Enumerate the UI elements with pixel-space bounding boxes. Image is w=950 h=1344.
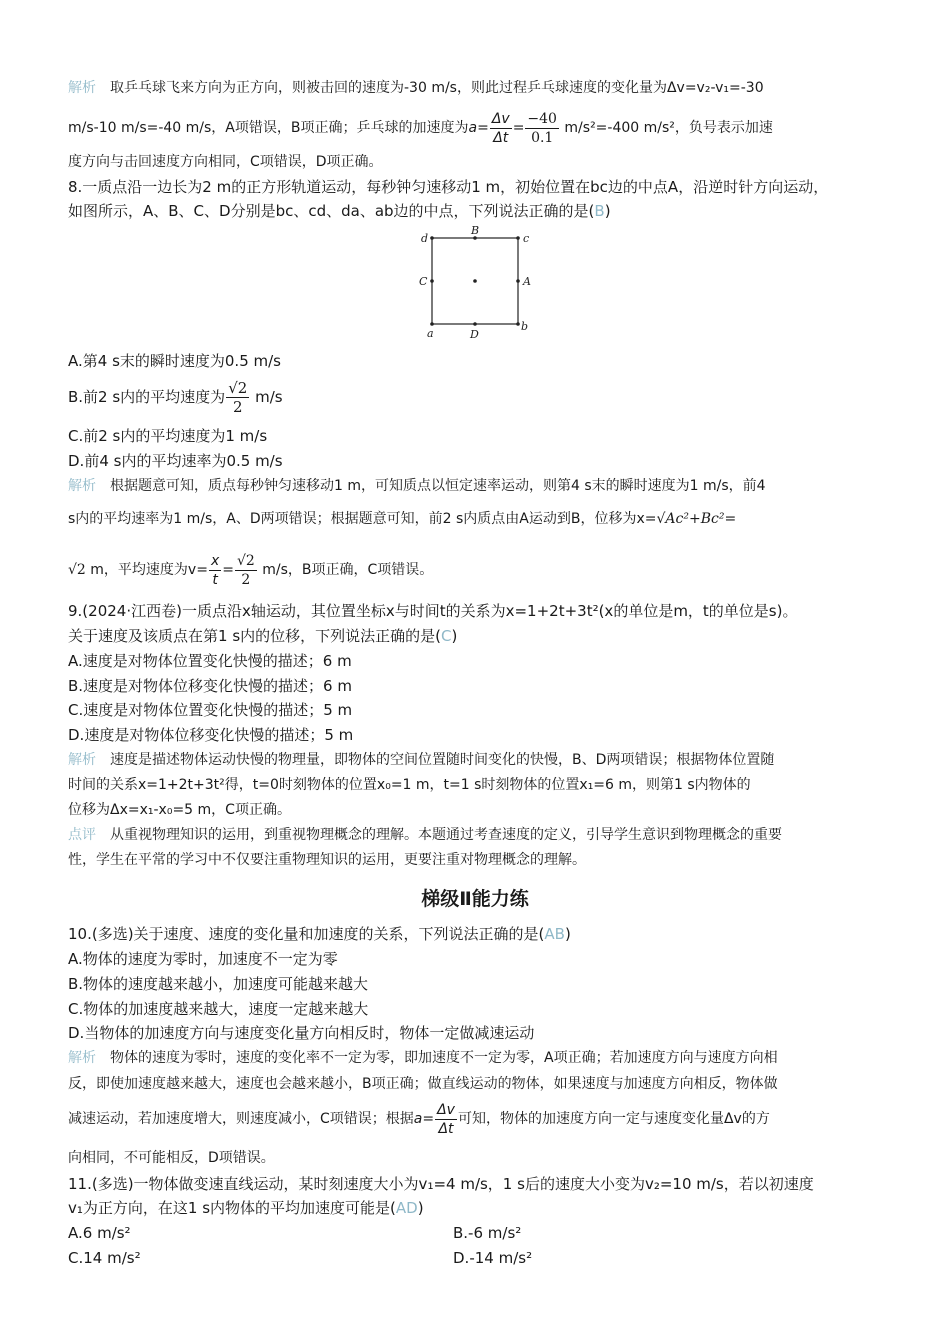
comment-9: 性，学生在平常的学习中不仅要注重物理知识的运用，更要注重对物理概念的理解。 <box>68 852 586 868</box>
option-11C: C.14 m/s² <box>68 1249 141 1267</box>
explanation-9: 位移为Δx=x₁-x₀=5 m，C项正确。 <box>68 802 291 818</box>
point-D <box>473 322 477 326</box>
option-9A: A.速度是对物体位置变化快慢的描述；6 m <box>68 652 352 670</box>
fraction: $\frac{√2}{2}$ <box>228 379 248 416</box>
label-A: A <box>523 275 531 288</box>
point-b <box>516 322 520 326</box>
explanation-8: s内的平均速率为1 m/s，A、D两项错误；根据题意可知，前2 s内质点由A运动到B，位移为x=√Ac²+Bc²= <box>68 511 737 527</box>
explanation-10: 反，即使加速度越来越大，速度也会越来越小，B项正确；做直线运动的物体，如果速度与加速度方向相反，物体做 <box>68 1076 778 1092</box>
square-track-diagram <box>414 224 544 342</box>
option-10C: C.物体的加速度越来越大，速度一定越来越大 <box>68 1000 369 1018</box>
question-10-stem: 10.(多选)关于速度、速度的变化量和加速度的关系，下列说法正确的是(AB) <box>68 925 571 943</box>
center-point <box>473 279 477 283</box>
explanation-9: 时间的关系x=1+2t+3t²得，t=0时刻物体的位置x₀=1 m，t=1 s时刻物体的位置x₁=6 m，则第1 s内物体的 <box>68 777 751 793</box>
fraction: $\frac{\Delta v}{\Delta t}$ <box>437 1101 455 1137</box>
explanation-10: 向相同，不可能相反，D项错误。 <box>68 1150 275 1166</box>
question-9-stem: 关于速度及该质点在第1 s内的位移，下列说法正确的是(C) <box>68 627 458 645</box>
question-8-stem: 8.一质点沿一边长为2 m的正方形轨道运动，每秒钟匀速移动1 m，初始位置在bc边的中点A，沿逆时针方向运动， <box>68 178 829 196</box>
option-11-row <box>68 1223 890 1243</box>
answer-9: C <box>440 627 452 645</box>
point-A <box>516 279 520 283</box>
fraction: $\frac{\Delta v}{\Delta t}$ <box>491 110 510 146</box>
label-D: D <box>470 328 479 341</box>
fraction: $\frac{-40}{0.1}$ <box>527 110 557 146</box>
point-d <box>430 236 434 240</box>
explanation-9: 解析 速度是描述物体运动快慢的物理量，即物体的空间位置随时间变化的快慢，B、D两项错误；根据物体位置随 <box>68 752 775 768</box>
option-9C: C.速度是对物体位置变化快慢的描述；5 m <box>68 701 353 719</box>
label-a: a <box>427 327 434 340</box>
answer-8: B <box>594 202 605 220</box>
explanation-8: √2 m，平均速度为v= $\frac{x}{t}$ = $\frac{√2}{2}$ m/s，B项正确，C项错误。 <box>68 552 434 588</box>
fraction: $\frac{√2}{2}$ <box>236 552 255 588</box>
question-11-stem: v₁为正方向，在这1 s内物体的平均加速度可能是(AD) <box>68 1199 424 1217</box>
point-a <box>430 322 434 326</box>
option-8D: D.前4 s内的平均速率为0.5 m/s <box>68 452 283 470</box>
answer-10: AB <box>544 925 565 943</box>
question-8-stem: 如图所示，A、B、C、D分别是bc、cd、da、ab边的中点，下列说法正确的是(B) <box>68 202 611 220</box>
option-11-row <box>68 1248 890 1268</box>
option-10A: A.物体的速度为零时，加速度不一定为零 <box>68 950 338 968</box>
label-d: d <box>421 232 429 245</box>
comment-9: 点评 从重视物理知识的运用，到重视物理概念的理解。本题通过考查速度的定义，引导学生意识到物理概念的重要 <box>68 827 782 843</box>
jiexi-label: 解析 <box>68 80 96 96</box>
section-heading: 梯级Ⅱ能力练 <box>421 888 529 910</box>
option-11A: A.6 m/s² <box>68 1224 131 1242</box>
label-c: c <box>523 232 530 245</box>
explanation-10: 解析 物体的速度为零时，速度的变化率不一定为零，即加速度不一定为零，A项正确；若加速度方向与速度方向相 <box>68 1050 778 1066</box>
option-11B: B.-6 m/s² <box>453 1224 522 1242</box>
label-b: b <box>521 320 529 333</box>
question-11-stem: 11.(多选)一物体做变速直线运动，某时刻速度大小为v₁=4 m/s，1 s后的速度大小变为v₂=10 m/s，若以初速度 <box>68 1175 814 1193</box>
explanation-line: 解析 取乒乓球飞来方向为正方向，则被击回的速度为-30 m/s，则此过程乒乓球速度的变化量为Δv=v₂-v₁=-30 <box>68 80 764 96</box>
point-C <box>430 279 434 283</box>
point-c <box>516 236 520 240</box>
option-8C: C.前2 s内的平均速度为1 m/s <box>68 427 268 445</box>
option-8B: B.前2 s内的平均速度为 $\frac{√2}{2}$ m/s <box>68 379 283 416</box>
question-9-stem: 9.(2024·江西卷)一质点沿x轴运动，其位置坐标x与时间t的关系为x=1+2t+3t²(x的单位是m，t的单位是s)。 <box>68 602 798 620</box>
explanation-line: m/s-10 m/s=-40 m/s，A项错误，B项正确；乒乓球的加速度为a= $\frac{\Delta v}{\Delta t}$ = $\frac{-40}{0.1}$ m/s²=-400 m/s²，负号表示加速 <box>68 110 773 146</box>
label-C: C <box>419 275 428 288</box>
label-B: B <box>471 224 480 237</box>
fraction: $\frac{x}{t}$ <box>210 552 220 588</box>
option-9D: D.速度是对物体位移变化快慢的描述；5 m <box>68 726 354 744</box>
explanation-10: 减速运动，若加速度增大，则速度减小，C项错误；根据a= $\frac{\Delta v}{\Delta t}$ 可知，物体的加速度方向一定与速度变化量Δv的方 <box>68 1101 770 1137</box>
answer-11: AD <box>395 1199 418 1217</box>
option-11D: D.-14 m/s² <box>453 1249 533 1267</box>
option-10D: D.当物体的加速度方向与速度变化量方向相反时，物体一定做减速运动 <box>68 1024 535 1042</box>
option-10B: B.物体的速度越来越小，加速度可能越来越大 <box>68 975 369 993</box>
explanation-line: 度方向与击回速度方向相同，C项错误，D项正确。 <box>68 154 383 170</box>
option-9B: B.速度是对物体位移变化快慢的描述；6 m <box>68 677 352 695</box>
option-8A: A.第4 s末的瞬时速度为0.5 m/s <box>68 352 281 370</box>
explanation-8: 解析 根据题意可知，质点每秒钟匀速移动1 m，可知质点以恒定速率运动，则第4 s末的瞬时速度为1 m/s，前4 <box>68 478 766 494</box>
